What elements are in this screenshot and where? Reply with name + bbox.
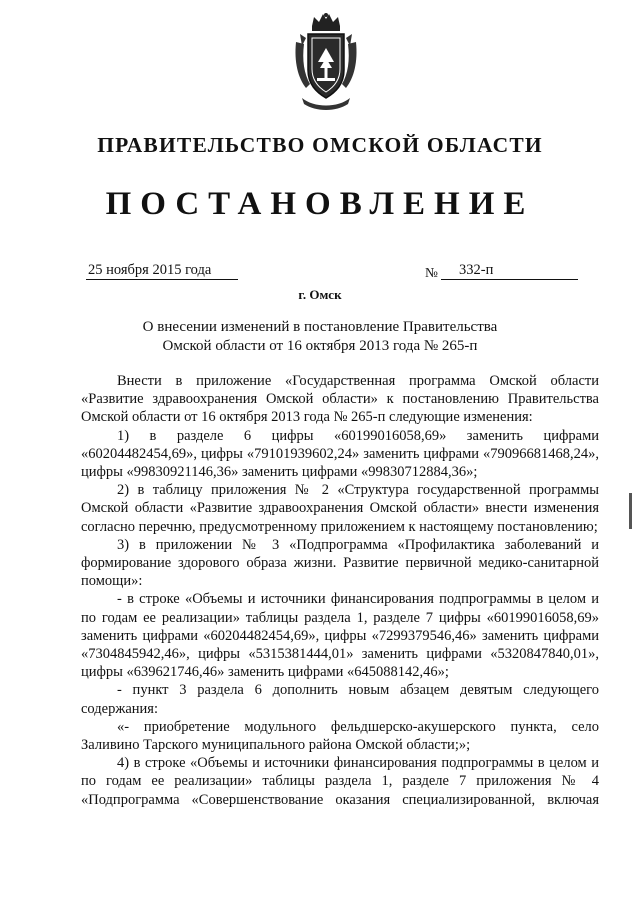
- decree-date: 25 ноября 2015 года: [86, 262, 238, 280]
- decree-number: 332-п: [441, 262, 578, 280]
- body-paragraph: 2) в таблицу приложения № 2 «Структура государственной программы Омской области «Развитие здравоохранения Омской области» внести изменения согласно перечню, предусмотренному приложением к настоящему постановлению;: [81, 482, 599, 535]
- body-paragraph: «- приобретение модульного фельдшерско-акушерского пункта, село Заливино Тарского муниципального района Омской области;»;: [81, 718, 599, 754]
- subject-line-2: Омской области от 16 октября 2013 года № 265-п: [162, 338, 478, 354]
- decree-subject: [0, 318, 640, 356]
- document-type-heading: ПОСТАНОВЛЕНИЕ: [105, 186, 535, 222]
- city-name: г. Омск: [298, 287, 342, 302]
- decree-body: [81, 372, 599, 809]
- decree-number-label: №: [425, 265, 438, 280]
- body-paragraph: - в строке «Объемы и источники финансирования подпрограммы в целом и по годам ее реализации» таблицы раздела 1, разделе 7 цифры «60199016058,69» заменить цифрами «60204482454,69», цифры «7299379546,46» заменить цифрами «7304845942,46», цифры «5315381444,01» заменить цифрами «5320847840,01», цифры «639621746,46» заменить цифрами «645088142,46»;: [81, 591, 599, 681]
- scan-edge-mark: [629, 493, 632, 529]
- subject-line-1: О внесении изменений в постановление Правительства: [142, 319, 498, 335]
- body-paragraph: 1) в разделе 6 цифры «60199016058,69» заменить цифрами «60204482454,69», цифры «79101939602,24» заменить цифрами «79096681468,24», цифры «99830921146,36» заменить цифрами «99830712884,36»;: [81, 427, 599, 481]
- body-paragraph: Внести в приложение «Государственная программа Омской области «Развитие здравоохранения Омской области» к постановлению Правительства Омской области от 16 октября 2013 года № 265-п следующие изменения:: [81, 373, 599, 426]
- coat-of-arms-emblem: [294, 12, 358, 112]
- body-paragraph: 3) в приложении № 3 «Подпрограмма «Профилактика заболеваний и формирование здорового образа жизни. Развитие первичной медико-санитарной помощи»:: [81, 536, 599, 590]
- body-paragraph: 4) в строке «Объемы и источники финансирования подпрограммы в целом и по годам ее реализации» таблицы раздела 1, разделе 7 приложения № 4 «Подпрограмма «Совершенствование оказания специализированной, включая: [81, 755, 599, 808]
- government-title: ПРАВИТЕЛЬСТВО ОМСКОЙ ОБЛАСТИ: [97, 133, 543, 157]
- body-paragraph: - пункт 3 раздела 6 дополнить новым абзацем девятым следующего содержания:: [81, 682, 599, 717]
